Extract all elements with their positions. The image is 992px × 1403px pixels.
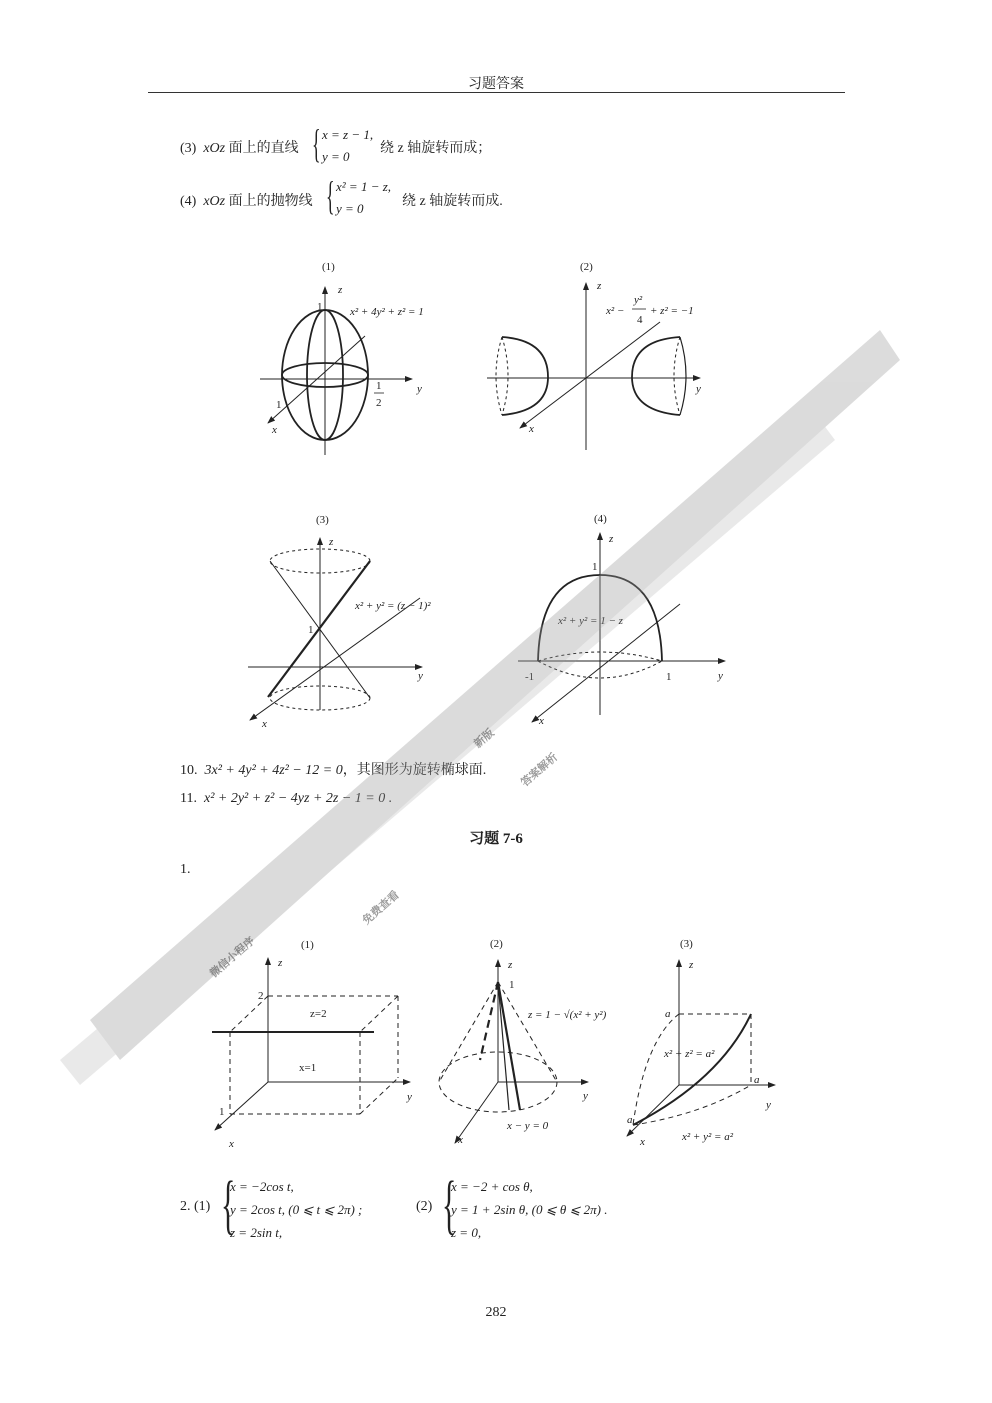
figure-b3-cylinders xyxy=(627,938,775,1148)
item-4 xyxy=(180,190,313,210)
figure-b3-tick-a-y: a xyxy=(754,1074,760,1086)
figure-4-label: (4) xyxy=(594,513,607,525)
page-header: 习题答案 xyxy=(468,77,524,92)
figure-2-label: (2) xyxy=(580,261,593,273)
item-4-eq1: x² = 1 − z, xyxy=(336,179,392,194)
item-2-brace-1: { xyxy=(221,1168,236,1241)
figure-3-label: (3) xyxy=(316,514,329,526)
figure-3-z-label: z xyxy=(329,536,334,548)
item-2-p2-l3: z = 0, xyxy=(451,1225,482,1240)
answer-11-number: 11. xyxy=(180,791,197,806)
item-3-eq1: x = z − 1, xyxy=(322,127,374,142)
figure-1-z-label: z xyxy=(338,284,343,296)
figure-3-cone xyxy=(248,514,431,730)
figure-4-equation: x² + y² = 1 − z xyxy=(558,615,623,627)
watermark-text-4: 答案解析 xyxy=(519,751,561,790)
item-2-system-2 xyxy=(451,1175,607,1244)
item-2-number-2: (2) xyxy=(416,1199,433,1214)
figure-4-tick-z: 1 xyxy=(592,561,598,573)
item-4-text-b: 绕 z 轴旋转而成. xyxy=(402,194,503,209)
item-2-p1-l3: z = 2sin t, xyxy=(230,1225,283,1240)
figure-4-tick-m1: -1 xyxy=(525,671,535,683)
item-3-text-a: 面上的直线 xyxy=(228,141,299,156)
figure-b3-eq2: x² + y² = a² xyxy=(682,1131,734,1143)
item-2-p1-l2: y = 2cos t, (0 ⩽ t ⩽ 2π) ; xyxy=(230,1202,363,1217)
answer-10-number: 10. xyxy=(180,763,198,778)
answer-10 xyxy=(180,759,486,779)
item-3-plane: xOz xyxy=(203,141,226,156)
figure-2-hyperboloid xyxy=(487,261,701,450)
figure-b2-x-label: x xyxy=(458,1134,463,1146)
item-3 xyxy=(180,137,299,157)
answer-10-equation: 3x² + 4y² + 4z² − 12 = 0 xyxy=(204,763,343,778)
figure-b3-label: (3) xyxy=(680,938,693,950)
figure-4-y-label: y xyxy=(718,670,723,682)
figure-2-eq-b: + z² = −1 xyxy=(650,305,694,317)
item-4-brace: { xyxy=(326,173,335,218)
figure-2-x-label: x xyxy=(529,423,534,435)
figure-b2-eq-plane: x − y = 0 xyxy=(507,1120,549,1132)
figure-3-y-label: y xyxy=(418,670,423,682)
figure-b1-planes xyxy=(212,939,412,1150)
watermark-text-3: 免费查看 xyxy=(360,889,402,927)
figure-b1-x-label: x xyxy=(229,1138,234,1150)
figure-1-equation: x² + 4y² + z² = 1 xyxy=(350,306,424,318)
figure-b3-x-label: x xyxy=(640,1136,645,1148)
page-number: 282 xyxy=(485,1305,507,1320)
figure-4-z-label: z xyxy=(609,533,614,545)
bottom-figures xyxy=(0,930,992,1160)
figure-2-eq-den: 4 xyxy=(637,314,643,326)
figure-1-label: (1) xyxy=(322,261,335,273)
item-2-p2-l1: x = −2 + cos θ, xyxy=(451,1179,533,1194)
answer-10-text: ，其图形为旋转椭球面. xyxy=(342,763,487,778)
figure-b1-plane-x: x=1 xyxy=(299,1062,317,1074)
top-figures xyxy=(0,250,992,730)
figure-3-equation: x² + y² = (z − 1)² xyxy=(355,600,431,612)
item-4-eq2: y = 0 xyxy=(336,201,364,216)
figure-4-paraboloid xyxy=(518,513,725,727)
figure-1-tick-y-num: 1 xyxy=(376,380,382,392)
item-1: 1. xyxy=(180,862,191,877)
figure-b2-tick-1: 1 xyxy=(509,979,515,991)
item-3-eq2: y = 0 xyxy=(322,149,350,164)
item-2-p1-l1: x = −2cos t, xyxy=(230,1179,294,1194)
figure-1-tick-y-den: 2 xyxy=(376,397,382,409)
figure-b1-tick-2: 2 xyxy=(258,990,264,1002)
figure-1-tick-x: 1 xyxy=(276,399,282,411)
item-4-system xyxy=(336,176,391,220)
figure-2-z-label: z xyxy=(597,280,602,292)
figure-b3-tick-a-z: a xyxy=(665,1008,671,1020)
answer-11 xyxy=(180,791,392,807)
figure-1-ellipsoid xyxy=(260,261,424,455)
figure-3-tick-z: 1 xyxy=(308,624,314,636)
item-3-system xyxy=(322,124,373,168)
figure-2-eq-a: x² − xyxy=(606,305,625,317)
item-3-brace: { xyxy=(312,121,321,166)
figure-b3-eq1: x² + z² = a² xyxy=(664,1048,715,1060)
figure-b1-y-label: y xyxy=(407,1091,412,1103)
item-2-system-1 xyxy=(230,1175,362,1244)
figure-b2-eq-cone: z = 1 − √(x² + y²) xyxy=(528,1009,607,1021)
figure-b2-z-label: z xyxy=(508,959,513,971)
figure-1-y-label: y xyxy=(417,383,422,395)
figure-b1-z-label: z xyxy=(278,957,283,969)
figure-b1-label: (1) xyxy=(301,939,314,951)
figure-1-tick-z: 1 xyxy=(317,301,323,313)
figure-4-x-label: x xyxy=(539,715,544,727)
figure-b3-z-label: z xyxy=(689,959,694,971)
figure-b2-cone xyxy=(439,938,607,1146)
item-4-number: (4) xyxy=(180,194,197,209)
figure-1-x-label: x xyxy=(272,424,277,436)
figure-2-eq-num: y² xyxy=(634,294,643,306)
figure-b2-label: (2) xyxy=(490,938,503,950)
figure-4-tick-1: 1 xyxy=(666,671,672,683)
item-3-number: (3) xyxy=(180,141,197,156)
figure-b1-plane-z: z=2 xyxy=(310,1008,327,1020)
section-title: 习题 7-6 xyxy=(469,831,523,847)
watermark-text-2: 新版 xyxy=(472,726,497,751)
item-3-text-b: 绕 z 轴旋转而成； xyxy=(380,141,492,156)
answer-11-equation: x² + 2y² + z² − 4yz + 2z − 1 = 0 . xyxy=(203,791,393,806)
figure-b3-tick-a-x: a xyxy=(627,1114,633,1126)
item-2-brace-2: { xyxy=(442,1168,457,1241)
item-2-p2-l2: y = 1 + 2sin θ, (0 ⩽ θ ⩽ 2π) . xyxy=(451,1202,608,1217)
figure-2-y-label: y xyxy=(696,383,701,395)
figure-b2-y-label: y xyxy=(583,1090,588,1102)
figure-b1-tick-1: 1 xyxy=(219,1106,225,1118)
header-rule xyxy=(148,92,845,93)
figure-3-x-label: x xyxy=(262,718,267,730)
item-2-number: 2. (1) xyxy=(180,1199,211,1214)
item-4-plane: xOz xyxy=(203,194,226,209)
figure-b3-y-label: y xyxy=(766,1099,771,1111)
item-4-text-a: 面上的抛物线 xyxy=(228,194,313,209)
watermark-text-1: 微信小程序 xyxy=(207,934,258,981)
